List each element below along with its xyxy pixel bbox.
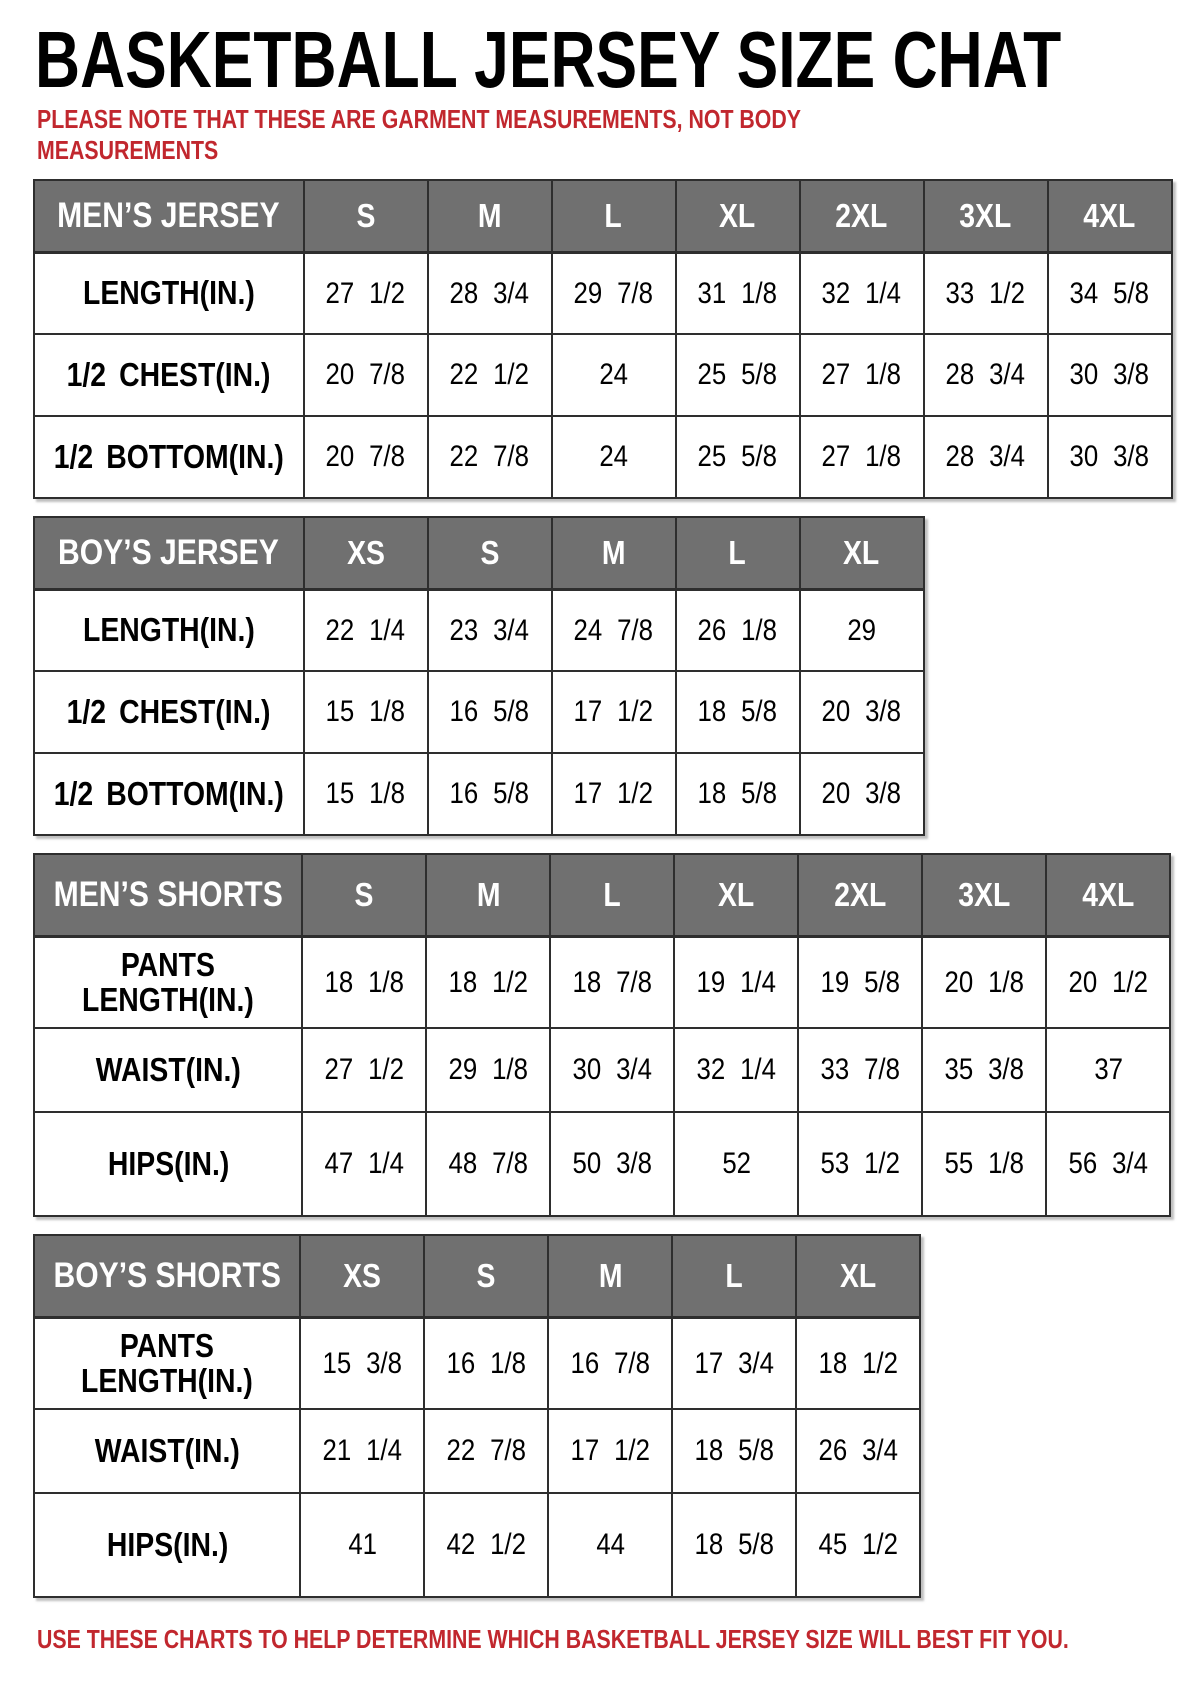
- mens-jersey-title-cell: [34, 180, 304, 252]
- measurement-value: 15 1/8: [325, 777, 406, 811]
- measurement-value: 27 1/2: [325, 276, 406, 310]
- size-header-cell: [676, 180, 800, 252]
- size-label: M: [598, 1257, 623, 1295]
- size-header-cell: [796, 1235, 920, 1317]
- value-cell: [1046, 1028, 1170, 1112]
- size-header-cell: [800, 180, 924, 252]
- value-cell: [676, 753, 800, 835]
- row-label: 1/2 CHEST(IN.): [66, 356, 271, 394]
- value-cell: [1046, 1112, 1170, 1216]
- size-header-cell: [672, 1235, 796, 1317]
- measurement-value: 22 7/8: [449, 440, 530, 474]
- table-title: MEN’S SHORTS: [53, 875, 283, 915]
- measurement-value: 19 5/8: [820, 965, 901, 999]
- measurement-value: 28 3/4: [945, 358, 1026, 392]
- value-cell: [674, 936, 798, 1028]
- size-label: XS: [346, 534, 385, 572]
- value-cell: [300, 1493, 424, 1597]
- measurement-value: 35 3/8: [944, 1053, 1025, 1087]
- table-row: [34, 671, 924, 753]
- value-cell: [676, 671, 800, 753]
- value-cell: [924, 252, 1048, 334]
- measurement-value: 29: [847, 613, 876, 647]
- value-cell: [796, 1317, 920, 1409]
- measurement-value: 48 7/8: [448, 1147, 529, 1181]
- size-label: XL: [718, 876, 755, 914]
- measurement-value: 28 3/4: [945, 440, 1026, 474]
- value-cell: [924, 416, 1048, 498]
- value-cell: [674, 1112, 798, 1216]
- measurement-value: 15 1/8: [325, 695, 406, 729]
- table-row: [34, 1112, 1170, 1216]
- size-header-cell: [800, 517, 924, 589]
- value-cell: [428, 753, 552, 835]
- size-header-cell: [428, 517, 552, 589]
- measurement-value: 41: [348, 1528, 377, 1562]
- value-cell: [428, 416, 552, 498]
- measurement-value: 19 1/4: [696, 965, 777, 999]
- measurement-value: 20 7/8: [325, 358, 406, 392]
- row-label-cell: [34, 1112, 302, 1216]
- value-cell: [800, 671, 924, 753]
- measurement-value: 16 5/8: [449, 777, 530, 811]
- measurement-value: 32 1/4: [821, 276, 902, 310]
- measurement-value: 17 1/2: [570, 1434, 651, 1468]
- value-cell: [304, 753, 428, 835]
- measurement-value: 17 1/2: [573, 695, 654, 729]
- table-title: MEN’S JERSEY: [57, 196, 281, 236]
- measurement-value: 18 5/8: [697, 695, 778, 729]
- table-row: [34, 753, 924, 835]
- value-cell: [302, 1112, 426, 1216]
- value-cell: [922, 1028, 1046, 1112]
- measurement-value: 16 7/8: [570, 1346, 651, 1380]
- boys-shorts-title-cell: [34, 1235, 300, 1317]
- measurement-value: 37: [1094, 1053, 1123, 1087]
- measurement-value: 15 3/8: [322, 1346, 403, 1380]
- value-cell: [922, 936, 1046, 1028]
- size-header-cell: [924, 180, 1048, 252]
- bottom-note: USE THESE CHARTS TO HELP DETERMINE WHICH BASKETBALL JERSEY SIZE WILL BEST FIT YOU.: [37, 1624, 1069, 1655]
- value-cell: [304, 589, 428, 671]
- measurement-value: 18 5/8: [697, 777, 778, 811]
- size-header-cell: [1048, 180, 1172, 252]
- size-header-cell: [424, 1235, 548, 1317]
- size-label: 2XL: [834, 876, 887, 914]
- measurement-value: 16 5/8: [449, 695, 530, 729]
- size-label: XL: [719, 197, 756, 235]
- size-header-cell: [1046, 854, 1170, 936]
- page-title: BASKETBALL JERSEY SIZE CHAT: [35, 15, 1062, 104]
- table-row: [34, 1409, 920, 1493]
- table-row: [34, 334, 1172, 416]
- row-label: HIPS(IN.): [107, 1145, 229, 1183]
- row-label: LENGTH(IN.): [82, 611, 255, 649]
- value-cell: [798, 936, 922, 1028]
- row-label: WAIST(IN.): [95, 1051, 241, 1089]
- row-label-cell: [34, 1028, 302, 1112]
- measurement-value: 20 1/8: [944, 965, 1025, 999]
- row-label-cell: [34, 416, 304, 498]
- measurement-value: 29 7/8: [573, 276, 654, 310]
- boys-jersey-table: [33, 516, 925, 836]
- row-label-cell: [34, 334, 304, 416]
- measurement-value: 24: [599, 440, 628, 474]
- value-cell: [672, 1317, 796, 1409]
- table-row: [34, 1028, 1170, 1112]
- measurement-value: 30 3/8: [1069, 440, 1150, 474]
- size-label: S: [480, 534, 500, 572]
- value-cell: [800, 252, 924, 334]
- measurement-value: 20 3/8: [821, 777, 902, 811]
- measurement-value: 32 1/4: [696, 1053, 777, 1087]
- value-cell: [426, 1112, 550, 1216]
- value-cell: [428, 671, 552, 753]
- size-header-cell: [300, 1235, 424, 1317]
- value-cell: [800, 753, 924, 835]
- size-header-cell: [676, 517, 800, 589]
- size-tables-container: [33, 179, 1180, 1598]
- measurement-value: 56 3/4: [1068, 1147, 1149, 1181]
- value-cell: [800, 334, 924, 416]
- size-label: S: [477, 1257, 496, 1295]
- value-cell: [302, 1028, 426, 1112]
- row-label: PANTS LENGTH(IN.): [81, 1326, 254, 1399]
- measurement-value: 23 3/4: [449, 613, 530, 647]
- row-label-cell: [34, 252, 304, 334]
- measurement-value: 42 1/2: [446, 1528, 527, 1562]
- measurement-value: 25 5/8: [697, 440, 778, 474]
- size-label: 3XL: [959, 197, 1012, 235]
- measurement-value: 47 1/4: [324, 1147, 405, 1181]
- measurement-value: 24 7/8: [573, 613, 654, 647]
- size-header-cell: [798, 854, 922, 936]
- size-label: L: [725, 1257, 744, 1295]
- value-cell: [1048, 252, 1172, 334]
- table-header-row: [34, 854, 1170, 936]
- measurement-value: 52: [722, 1147, 751, 1181]
- value-cell: [300, 1409, 424, 1493]
- measurement-value: 25 5/8: [697, 358, 778, 392]
- measurement-value: 44: [596, 1528, 625, 1562]
- row-label-cell: [34, 1409, 300, 1493]
- row-label-cell: [34, 1493, 300, 1597]
- value-cell: [798, 1112, 922, 1216]
- measurement-value: 18 7/8: [572, 965, 653, 999]
- size-header-cell: [428, 180, 552, 252]
- measurement-value: 27 1/8: [821, 440, 902, 474]
- size-label: 4XL: [1082, 876, 1135, 914]
- size-label: S: [356, 197, 376, 235]
- value-cell: [548, 1493, 672, 1597]
- measurement-value: 28 3/4: [449, 276, 530, 310]
- value-cell: [426, 1028, 550, 1112]
- value-cell: [428, 589, 552, 671]
- size-label: L: [603, 876, 622, 914]
- measurement-value: 33 7/8: [820, 1053, 901, 1087]
- value-cell: [672, 1409, 796, 1493]
- measurement-value: 20 1/2: [1068, 965, 1149, 999]
- measurement-value: 21 1/4: [322, 1434, 403, 1468]
- measurement-value: 27 1/8: [821, 358, 902, 392]
- value-cell: [796, 1493, 920, 1597]
- row-label-cell: [34, 671, 304, 753]
- value-cell: [552, 589, 676, 671]
- value-cell: [1048, 416, 1172, 498]
- value-cell: [674, 1028, 798, 1112]
- size-header-cell: [548, 1235, 672, 1317]
- table-header-row: [34, 1235, 920, 1317]
- row-label-cell: [34, 753, 304, 835]
- value-cell: [676, 589, 800, 671]
- row-label: 1/2 BOTTOM(IN.): [53, 775, 284, 813]
- mens-shorts-title-cell: [34, 854, 302, 936]
- row-label: HIPS(IN.): [106, 1526, 228, 1564]
- value-cell: [552, 252, 676, 334]
- size-label: XL: [843, 534, 880, 572]
- value-cell: [424, 1409, 548, 1493]
- value-cell: [1048, 334, 1172, 416]
- size-label: XS: [343, 1257, 382, 1295]
- value-cell: [428, 334, 552, 416]
- measurement-value: 26 1/8: [697, 613, 778, 647]
- row-label: WAIST(IN.): [94, 1432, 240, 1470]
- measurement-value: 30 3/4: [572, 1053, 653, 1087]
- size-label: L: [728, 534, 747, 572]
- size-header-cell: [552, 180, 676, 252]
- mens-jersey-table: [33, 179, 1173, 499]
- measurement-value: 30 3/8: [1069, 358, 1150, 392]
- mens-shorts-table: [33, 853, 1171, 1217]
- size-label: 4XL: [1083, 197, 1136, 235]
- value-cell: [424, 1493, 548, 1597]
- boys-jersey-title-cell: [34, 517, 304, 589]
- value-cell: [548, 1317, 672, 1409]
- size-label: L: [604, 197, 623, 235]
- value-cell: [550, 1028, 674, 1112]
- row-label: 1/2 CHEST(IN.): [66, 693, 271, 731]
- measurement-value: 22 1/4: [325, 613, 406, 647]
- size-header-cell: [304, 517, 428, 589]
- measurement-value: 18 1/2: [448, 965, 529, 999]
- size-header-cell: [550, 854, 674, 936]
- value-cell: [796, 1409, 920, 1493]
- value-cell: [552, 416, 676, 498]
- value-cell: [1046, 936, 1170, 1028]
- value-cell: [552, 671, 676, 753]
- size-header-cell: [302, 854, 426, 936]
- measurement-value: 22 7/8: [446, 1434, 527, 1468]
- measurement-value: 18 1/2: [818, 1346, 899, 1380]
- value-cell: [550, 936, 674, 1028]
- measurement-value: 55 1/8: [944, 1147, 1025, 1181]
- value-cell: [676, 334, 800, 416]
- table-header-row: [34, 180, 1172, 252]
- size-header-cell: [674, 854, 798, 936]
- row-label-cell: [34, 1317, 300, 1409]
- value-cell: [428, 252, 552, 334]
- measurement-value: 17 1/2: [573, 777, 654, 811]
- table-row: [34, 252, 1172, 334]
- value-cell: [552, 753, 676, 835]
- value-cell: [426, 936, 550, 1028]
- table-row: [34, 589, 924, 671]
- size-label: 2XL: [835, 197, 888, 235]
- measurement-value: 22 1/2: [449, 358, 530, 392]
- measurement-value: 26 3/4: [818, 1434, 899, 1468]
- value-cell: [304, 252, 428, 334]
- value-cell: [798, 1028, 922, 1112]
- size-label: M: [477, 197, 502, 235]
- measurement-value: 53 1/2: [820, 1147, 901, 1181]
- value-cell: [672, 1493, 796, 1597]
- top-note: PLEASE NOTE THAT THESE ARE GARMENT MEASUREMENTS, NOT BODY MEASUREMENTS: [37, 104, 801, 165]
- size-label: M: [476, 876, 501, 914]
- row-label: LENGTH(IN.): [82, 274, 255, 312]
- value-cell: [922, 1112, 1046, 1216]
- size-label: XL: [840, 1257, 877, 1295]
- size-header-cell: [426, 854, 550, 936]
- measurement-value: 34 5/8: [1069, 276, 1150, 310]
- value-cell: [300, 1317, 424, 1409]
- value-cell: [304, 671, 428, 753]
- value-cell: [304, 416, 428, 498]
- value-cell: [424, 1317, 548, 1409]
- size-label: M: [601, 534, 626, 572]
- value-cell: [304, 334, 428, 416]
- measurement-value: 16 1/8: [446, 1346, 527, 1380]
- table-title: BOY’S JERSEY: [58, 533, 280, 573]
- measurement-value: 20 3/8: [821, 695, 902, 729]
- size-header-cell: [922, 854, 1046, 936]
- size-label: 3XL: [958, 876, 1011, 914]
- value-cell: [924, 334, 1048, 416]
- table-row: [34, 936, 1170, 1028]
- value-cell: [548, 1409, 672, 1493]
- size-header-cell: [304, 180, 428, 252]
- row-label: PANTS LENGTH(IN.): [82, 945, 255, 1018]
- table-row: [34, 1317, 920, 1409]
- value-cell: [800, 416, 924, 498]
- measurement-value: 18 5/8: [694, 1528, 775, 1562]
- size-label: S: [354, 876, 374, 914]
- row-label: 1/2 BOTTOM(IN.): [53, 438, 284, 476]
- table-row: [34, 1493, 920, 1597]
- row-label-cell: [34, 589, 304, 671]
- measurement-value: 33 1/2: [945, 276, 1026, 310]
- row-label-cell: [34, 936, 302, 1028]
- size-header-cell: [552, 517, 676, 589]
- measurement-value: 31 1/8: [697, 276, 778, 310]
- boys-shorts-table: [33, 1234, 921, 1598]
- value-cell: [550, 1112, 674, 1216]
- measurement-value: 50 3/8: [572, 1147, 653, 1181]
- measurement-value: 17 3/4: [694, 1346, 775, 1380]
- measurement-value: 20 7/8: [325, 440, 406, 474]
- measurement-value: 27 1/2: [324, 1053, 405, 1087]
- value-cell: [676, 252, 800, 334]
- measurement-value: 18 5/8: [694, 1434, 775, 1468]
- value-cell: [302, 936, 426, 1028]
- value-cell: [676, 416, 800, 498]
- table-row: [34, 416, 1172, 498]
- measurement-value: 45 1/2: [818, 1528, 899, 1562]
- table-title: BOY’S SHORTS: [53, 1256, 281, 1296]
- measurement-value: 24: [599, 358, 628, 392]
- value-cell: [552, 334, 676, 416]
- measurement-value: 29 1/8: [448, 1053, 529, 1087]
- value-cell: [800, 589, 924, 671]
- table-header-row: [34, 517, 924, 589]
- measurement-value: 18 1/8: [324, 965, 405, 999]
